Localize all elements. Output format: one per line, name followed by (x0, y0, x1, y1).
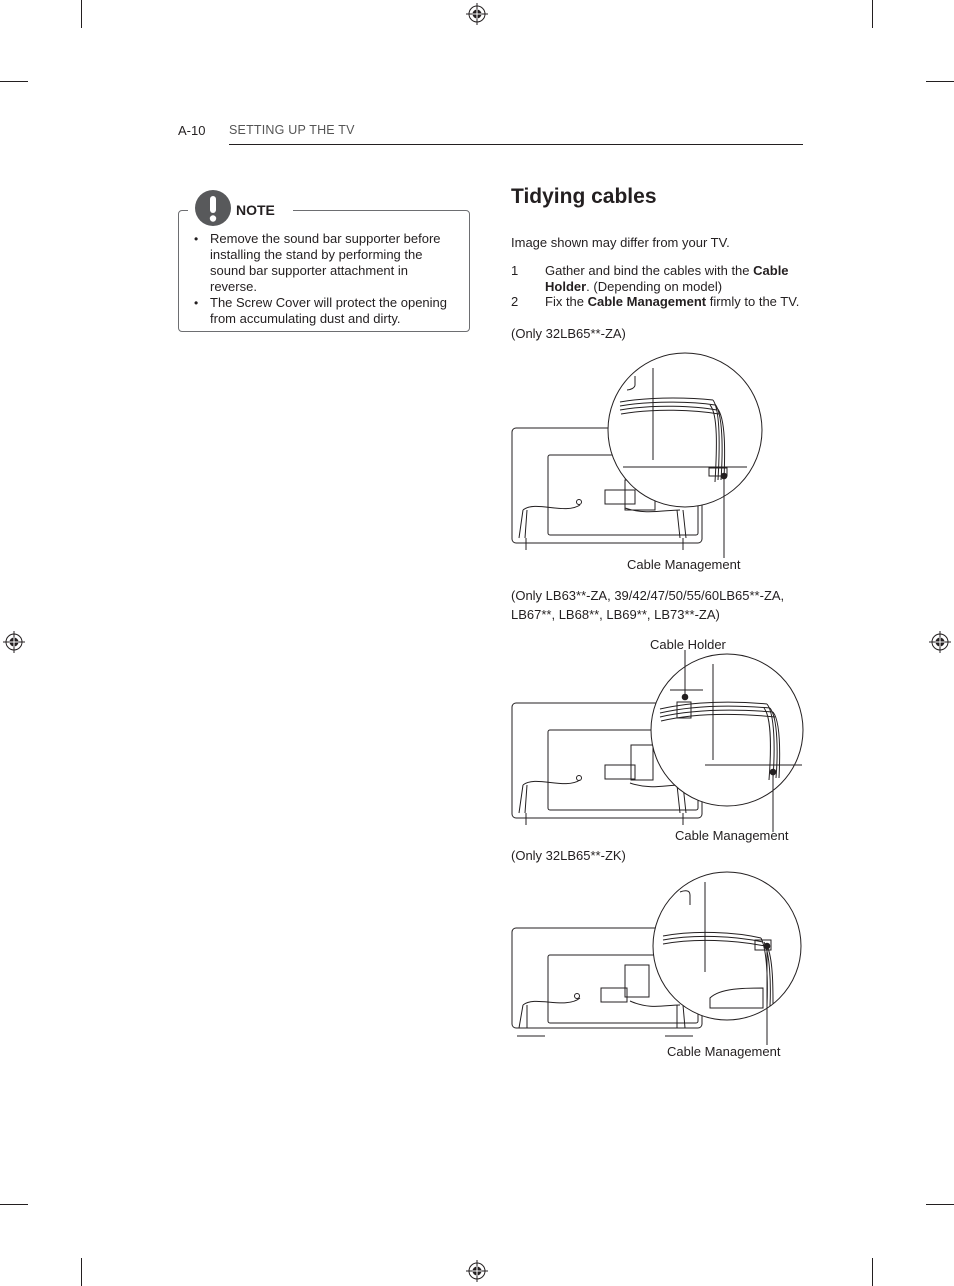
figure-caption: (Only 32LB65**-ZA) (511, 326, 626, 341)
note-item: • Remove the sound bar supporter before installing the stand by performing the sound bar supporter attachment in reverse. (193, 231, 458, 295)
crosshair-registration-icon (466, 1260, 488, 1282)
crop-mark-tl-h (0, 81, 28, 82)
step-text-post: firmly to the TV. (706, 294, 800, 309)
step-text-pre: Fix the (545, 294, 588, 309)
step-number: 2 (511, 294, 519, 309)
crosshair-registration-icon (466, 3, 488, 25)
crop-mark-bl-h (0, 1204, 28, 1205)
figure-caption: (Only 32LB65**-ZK) (511, 848, 626, 863)
step-text (545, 294, 803, 310)
crop-mark-tr-h (926, 81, 954, 82)
step-text-pre: Gather and bind the cables with the (545, 263, 754, 278)
header-rule (229, 144, 803, 145)
crop-mark-br-h (926, 1204, 954, 1205)
exclamation-icon (194, 189, 232, 227)
step-text-bold: Cable Holder (545, 263, 789, 294)
step-text (545, 263, 803, 294)
crop-mark-tr-v (872, 0, 873, 28)
callout-cable-management: Cable Management (627, 557, 741, 572)
step-number: 1 (511, 263, 519, 278)
crop-mark-tl-v (81, 0, 82, 28)
crop-mark-bl-v (81, 1258, 82, 1286)
step-text-bold: Cable Management (587, 294, 707, 309)
crosshair-registration-icon (929, 631, 951, 653)
note-label: NOTE (236, 202, 275, 218)
intro-text: Image shown may differ from your TV. (511, 235, 730, 250)
tv-back-cable-illustration (505, 350, 775, 555)
callout-cable-management: Cable Management (675, 828, 789, 843)
crosshair-registration-icon (3, 631, 25, 653)
tv-back-cable-illustration (505, 650, 805, 832)
section-title: Tidying cables (511, 185, 657, 208)
running-header-title: SETTING UP THE TV (229, 123, 355, 137)
note-list (193, 231, 458, 327)
figure-caption: (Only LB63**-ZA, 39/42/47/50/55/60LB65**-ZA, LB67**, LB68**, LB69**, LB73**-ZA) (511, 588, 785, 622)
page-number: A-10 (178, 123, 206, 138)
step-text-post: . (Depending on model) (586, 278, 723, 294)
callout-cable-holder: Cable Holder (650, 637, 726, 652)
tv-back-cable-illustration (505, 870, 805, 1045)
crop-mark-br-v (872, 1258, 873, 1286)
note-item: • The Screw Cover will protect the opening from accumulating dust and dirty. (193, 295, 458, 327)
callout-cable-management: Cable Management (667, 1044, 781, 1059)
